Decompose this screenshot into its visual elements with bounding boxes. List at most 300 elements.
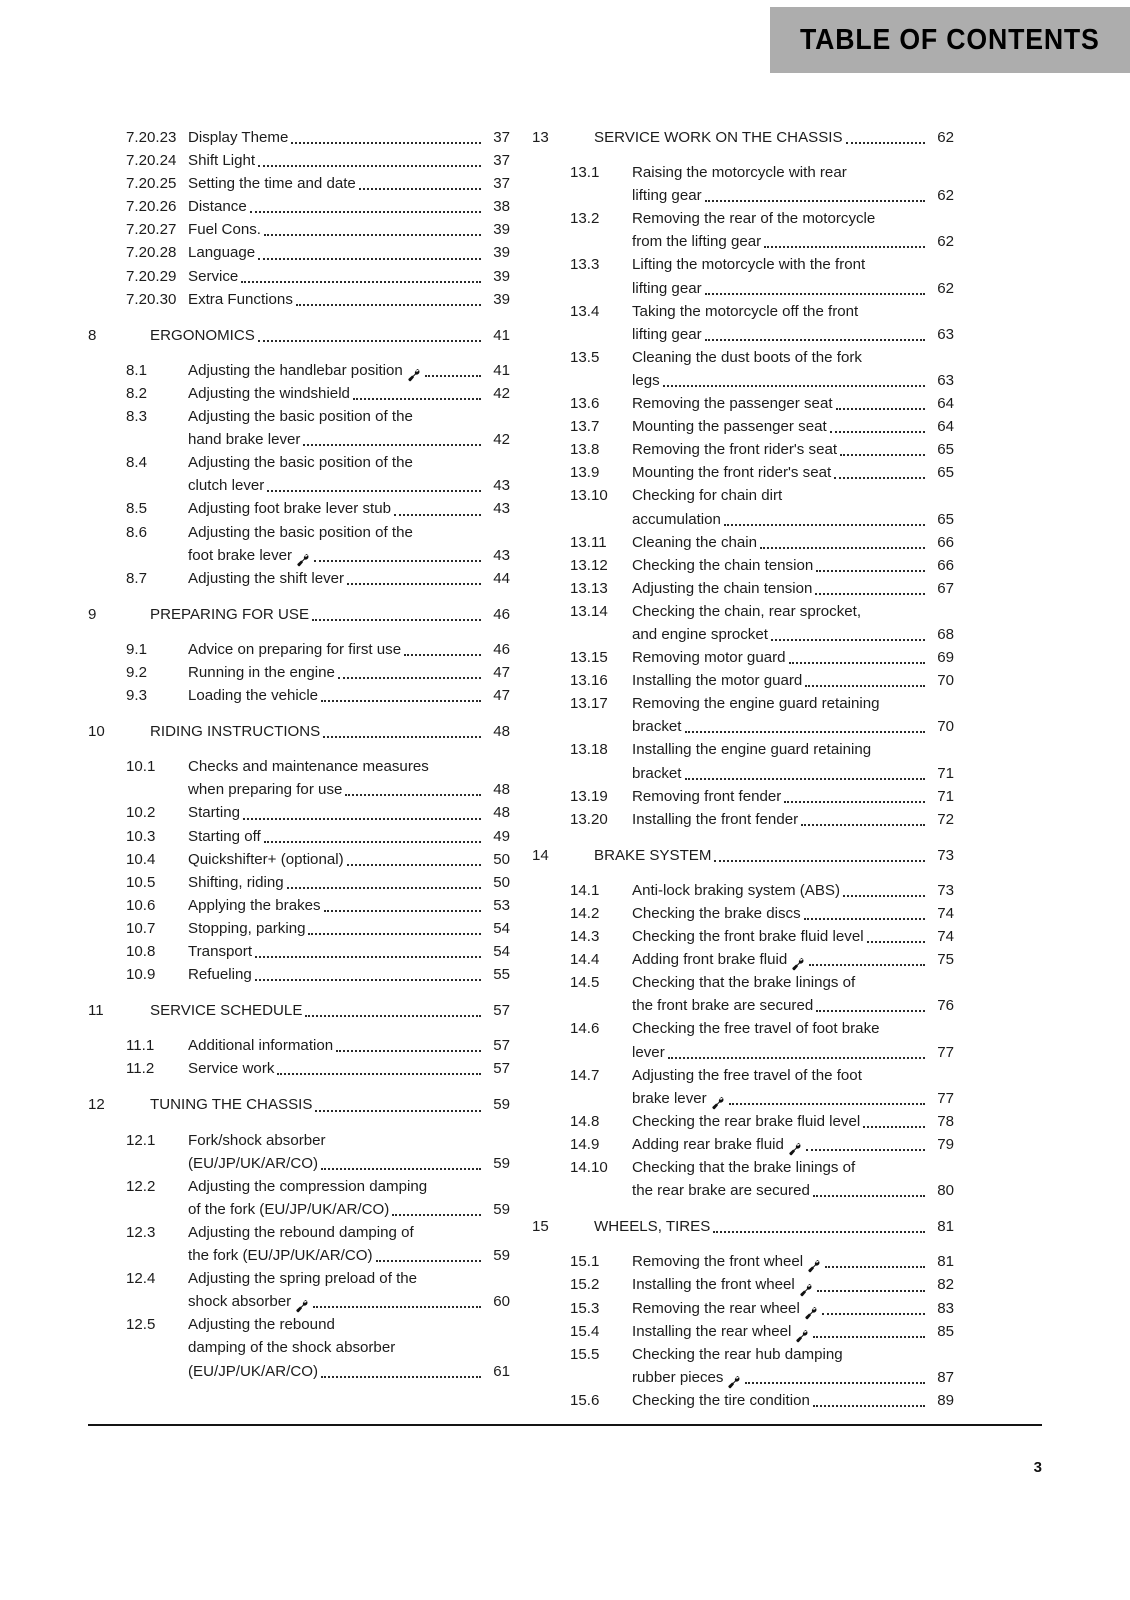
toc-entry-title-line [188, 382, 510, 405]
toc-entry-title-line [188, 1221, 510, 1244]
toc-entry-title-text: Removing the rear of the motorcycle [632, 210, 876, 228]
toc-entry-page-number: 76 [937, 997, 954, 1015]
toc-section-entry[interactable] [88, 684, 510, 707]
toc-entry-number: 13.1 [570, 164, 600, 182]
toc-leader-dots [258, 155, 481, 167]
toc-section-entry[interactable] [532, 925, 954, 948]
toc-section-entry[interactable] [532, 1110, 954, 1133]
toc-entry-page-number: 83 [937, 1299, 954, 1317]
toc-entry-title-text: Lifting the motorcycle with the front [632, 256, 866, 274]
toc-entry-page-number: 69 [937, 649, 954, 667]
toc-entry-number: 13.12 [570, 556, 608, 574]
toc-section-entry[interactable] [532, 1250, 954, 1273]
toc-entry-title-block [632, 1389, 954, 1412]
toc-entry-title-text: lifting gear [632, 325, 702, 343]
toc-section-entry[interactable] [532, 646, 954, 669]
toc-entry-page-number: 39 [493, 290, 510, 308]
toc-entry-page-number: 57 [493, 1002, 510, 1020]
wrench-icon [407, 369, 421, 382]
toc-entry-title-line [594, 126, 954, 149]
toc-section-entry[interactable] [88, 940, 510, 963]
toc-section-entry[interactable] [532, 1320, 954, 1343]
toc-chapter-entry[interactable] [88, 720, 510, 743]
toc-entry-title-text: hand brake lever [188, 431, 301, 449]
toc-entry-page-number: 68 [937, 625, 954, 643]
toc-entry-title-text: accumulation [632, 510, 721, 528]
toc-section-entry[interactable] [88, 848, 510, 871]
toc-section-entry[interactable] [88, 126, 510, 149]
toc-entry-title-text: Installing the rear wheel [632, 1322, 792, 1340]
toc-section-entry[interactable] [532, 1017, 954, 1063]
toc-chapter-entry[interactable] [88, 324, 510, 347]
toc-entry-title-text: SERVICE WORK ON THE CHASSIS [594, 129, 843, 146]
toc-section-entry[interactable] [532, 1133, 954, 1156]
toc-entry-title-text: Distance [188, 198, 247, 216]
toc-entry-title-line [188, 567, 510, 590]
toc-entry-number: 15.6 [570, 1391, 600, 1409]
toc-entry-title-text: Checking for chain dirt [632, 487, 783, 505]
toc-section-entry[interactable] [532, 971, 954, 1017]
toc-entry-number: 7.20.28 [126, 244, 177, 262]
toc-entry-title-block [188, 126, 510, 149]
toc-entry-title-line [188, 1360, 510, 1383]
toc-entry-title-text: Adjusting the spring preload of the [188, 1270, 418, 1288]
toc-entry-title-block [188, 871, 510, 894]
toc-section-entry[interactable] [88, 149, 510, 172]
toc-entry-title-line [632, 1156, 954, 1179]
toc-entry-number: 14 [532, 846, 549, 864]
toc-leader-dots [809, 954, 925, 966]
toc-entry-title-text: Checking the brake discs [632, 905, 801, 922]
toc-entry-page-number: 43 [493, 500, 510, 518]
toc-section-entry[interactable] [88, 288, 510, 311]
toc-entry-page-number: 43 [493, 546, 510, 564]
toc-entry-title-line [150, 603, 510, 626]
toc-entry-title-line [632, 692, 954, 715]
toc-leader-dots [863, 1116, 925, 1128]
toc-entry-title-block [188, 1129, 510, 1175]
toc-entry-title-line [632, 1250, 954, 1273]
toc-entry-title-block [188, 1057, 510, 1080]
toc-entry-title-line [188, 661, 510, 684]
toc-entry-title-block [632, 161, 954, 207]
table-of-contents-header-band [770, 7, 1130, 73]
toc-section-entry[interactable] [532, 415, 954, 438]
toc-section-entry[interactable] [88, 661, 510, 684]
toc-entry-number: 10.2 [126, 804, 156, 822]
toc-entry-title-text: damping of the shock absorber [188, 1339, 396, 1357]
toc-entry-title-text: Adjusting the handlebar position [188, 361, 403, 379]
toc-entry-title-block [594, 1215, 954, 1238]
toc-entry-number: 15.1 [570, 1253, 600, 1271]
toc-leader-dots [287, 877, 481, 889]
toc-entry-title-text: Adjusting the windshield [188, 384, 350, 402]
toc-entry-title-text: BRAKE SYSTEM [594, 846, 712, 864]
toc-section-entry[interactable] [532, 531, 954, 554]
toc-entry-title-block [188, 894, 510, 917]
toc-entry-title-line [188, 1034, 510, 1057]
toc-section-entry[interactable] [88, 1267, 510, 1313]
toc-entry-title-text: Checking the rear hub damping [632, 1345, 843, 1363]
toc-entry-title-text: Fuel Cons. [188, 221, 261, 239]
toc-section-entry[interactable] [532, 1343, 954, 1389]
toc-leader-dots [834, 467, 925, 479]
toc-entry-title-line [188, 825, 510, 848]
toc-section-entry[interactable] [88, 1313, 510, 1382]
toc-entry-page-number: 62 [937, 233, 954, 251]
page-number: 3 [1033, 1459, 1042, 1476]
toc-section-entry[interactable] [88, 917, 510, 940]
toc-entry-number: 9.1 [126, 640, 147, 658]
toc-section-entry[interactable] [532, 207, 954, 253]
toc-entry-page-number: 81 [937, 1218, 954, 1236]
toc-entry-title-text: Checks and maintenance measures [188, 758, 429, 776]
toc-section-entry[interactable] [88, 451, 510, 497]
toc-entry-number: 14.10 [570, 1159, 608, 1177]
toc-entry-title-line [188, 638, 510, 661]
toc-leader-dots [806, 1139, 925, 1151]
toc-entry-title-line [188, 917, 510, 940]
toc-leader-dots [296, 294, 481, 306]
toc-entry-title-line [188, 497, 510, 520]
toc-entry-number: 8.5 [126, 500, 147, 518]
toc-entry-title-block [188, 801, 510, 824]
toc-leader-dots [264, 224, 481, 236]
toc-entry-title-line [632, 1389, 954, 1412]
toc-section-entry[interactable] [88, 405, 510, 451]
toc-entry-title-block [632, 785, 954, 808]
toc-entry-title-line [594, 844, 954, 867]
toc-entry-title-text: Adjusting the basic position of the [188, 408, 413, 426]
toc-entry-title-block [188, 241, 510, 264]
toc-entry-title-text: Raising the motorcycle with rear [632, 164, 847, 182]
toc-entry-title-text: Adjusting the chain tension [632, 579, 813, 597]
toc-entry-title-block [632, 971, 954, 1017]
toc-entry-title-line [150, 720, 510, 743]
wrench-icon [791, 958, 805, 971]
toc-entry-title-line [150, 1093, 510, 1116]
toc-section-entry[interactable] [532, 484, 954, 530]
toc-entry-number: 7.20.25 [126, 175, 177, 193]
toc-entry-title-text: Adding front brake fluid [632, 951, 788, 969]
toc-entry-title-block [632, 300, 954, 346]
toc-entry-title-line [188, 940, 510, 963]
toc-entry-title-block [188, 1313, 510, 1382]
toc-entry-number: 12.1 [126, 1131, 156, 1149]
toc-section-entry[interactable] [532, 879, 954, 902]
toc-entry-page-number: 70 [937, 672, 954, 690]
table-of-contents-body [88, 126, 954, 1412]
toc-entry-title-text: Installing the engine guard retaining [632, 741, 872, 759]
toc-entry-page-number: 41 [493, 326, 510, 344]
toc-entry-number: 9.2 [126, 663, 147, 681]
toc-entry-title-block [632, 1320, 954, 1343]
toc-section-entry[interactable] [532, 161, 954, 207]
toc-entry-number: 10 [88, 723, 105, 741]
toc-entry-number: 10.5 [126, 873, 156, 891]
toc-section-entry[interactable] [532, 438, 954, 461]
toc-leader-dots [347, 854, 481, 866]
toc-entry-number: 10.1 [126, 758, 156, 776]
toc-section-entry[interactable] [532, 554, 954, 577]
toc-entry-title-line [632, 879, 954, 902]
toc-entry-title-line [188, 871, 510, 894]
toc-chapter-entry[interactable] [532, 1215, 954, 1238]
toc-entry-title-line [594, 1215, 954, 1238]
toc-entry-number: 13.17 [570, 695, 608, 713]
toc-entry-title-block [150, 720, 510, 743]
toc-entry-title-block [632, 738, 954, 784]
toc-entry-page-number: 64 [937, 418, 954, 436]
toc-entry-title-text: Starting off [188, 827, 261, 845]
toc-leader-dots [843, 885, 925, 897]
toc-entry-title-line [150, 999, 510, 1022]
toc-section-entry[interactable] [532, 461, 954, 484]
page-title: TABLE OF CONTENTS [800, 23, 1100, 56]
toc-entry-title-line [188, 149, 510, 172]
toc-section-entry[interactable] [532, 669, 954, 692]
toc-entry-title-text: Adjusting foot brake lever stub [188, 500, 392, 518]
toc-leader-dots [321, 1158, 481, 1170]
toc-leader-dots [241, 271, 481, 283]
toc-entry-title-line [188, 428, 510, 451]
toc-chapter-entry[interactable] [532, 126, 954, 149]
toc-entry-page-number: 46 [493, 640, 510, 658]
toc-entry-title-text: Checking the front brake fluid level [632, 928, 864, 946]
toc-entry-page-number: 89 [937, 1391, 954, 1409]
toc-chapter-entry[interactable] [532, 844, 954, 867]
toc-section-entry[interactable] [532, 692, 954, 738]
toc-leader-dots [685, 768, 926, 780]
toc-entry-title-block [188, 848, 510, 871]
toc-leader-dots [867, 931, 925, 943]
toc-section-entry[interactable] [88, 825, 510, 848]
toc-section-entry[interactable] [88, 871, 510, 894]
toc-leader-dots [840, 444, 925, 456]
toc-section-entry[interactable] [532, 392, 954, 415]
toc-entry-number: 7.20.27 [126, 221, 177, 239]
toc-leader-dots [705, 283, 925, 295]
toc-entry-title-block [632, 600, 954, 646]
toc-entry-title-line [188, 521, 510, 544]
toc-leader-dots [825, 1256, 925, 1268]
toc-section-entry[interactable] [532, 808, 954, 831]
toc-section-entry[interactable] [532, 346, 954, 392]
toc-entry-page-number: 55 [493, 966, 510, 984]
toc-entry-page-number: 50 [493, 850, 510, 868]
toc-section-entry[interactable] [532, 1156, 954, 1202]
toc-section-entry[interactable] [532, 253, 954, 299]
toc-entry-title-block [632, 415, 954, 438]
toc-entry-title-line [632, 484, 954, 507]
toc-leader-dots [813, 1326, 925, 1338]
toc-leader-dots [264, 831, 481, 843]
toc-entry-title-block [188, 825, 510, 848]
wrench-icon [799, 1284, 813, 1297]
toc-entry-title-line [188, 126, 510, 149]
toc-entry-number: 13.5 [570, 348, 600, 366]
toc-section-entry[interactable] [88, 359, 510, 382]
toc-entry-title-block [632, 1250, 954, 1273]
toc-entry-title-line [188, 848, 510, 871]
toc-entry-title-text: Anti-lock braking system (ABS) [632, 881, 841, 899]
toc-entry-title-text: Removing the engine guard retaining [632, 695, 880, 713]
toc-section-entry[interactable] [88, 755, 510, 801]
toc-entry-number: 11 [88, 1002, 104, 1020]
toc-section-entry[interactable] [88, 801, 510, 824]
toc-entry-title-line [188, 801, 510, 824]
wrench-icon [795, 1330, 809, 1343]
toc-entry-number: 7.20.23 [126, 129, 177, 146]
toc-entry-title-line [188, 684, 510, 707]
toc-entry-title-line [632, 1179, 954, 1202]
toc-entry-title-block [632, 346, 954, 392]
toc-entry-number: 14.3 [570, 928, 600, 946]
toc-section-entry[interactable] [532, 1273, 954, 1296]
toc-entry-number: 11.2 [126, 1060, 155, 1078]
toc-leader-dots [258, 330, 481, 342]
toc-entry-title-text: Checking that the brake linings of [632, 1159, 856, 1177]
toc-leader-dots [815, 583, 925, 595]
toc-entry-page-number: 78 [937, 1112, 954, 1130]
toc-entry-page-number: 80 [937, 1182, 954, 1200]
toc-entry-number: 15 [532, 1218, 549, 1236]
toc-entry-page-number: 60 [493, 1293, 510, 1311]
toc-section-entry[interactable] [532, 902, 954, 925]
toc-entry-title-line [188, 1267, 510, 1290]
toc-entry-title-text: bracket [632, 718, 682, 736]
toc-section-entry[interactable] [532, 577, 954, 600]
toc-entry-number: 12 [88, 1096, 105, 1114]
toc-entry-title-line [188, 963, 510, 986]
toc-section-entry[interactable] [88, 1057, 510, 1080]
toc-section-entry[interactable] [88, 1034, 510, 1057]
toc-section-entry[interactable] [88, 638, 510, 661]
toc-entry-title-line [632, 1064, 954, 1087]
toc-section-entry[interactable] [532, 1297, 954, 1320]
toc-section-entry[interactable] [88, 963, 510, 986]
toc-entry-title-line [632, 438, 954, 461]
toc-entry-title-block [150, 999, 510, 1022]
toc-section-entry[interactable] [88, 894, 510, 917]
toc-entry-title-text: of the fork (EU/JP/UK/AR/CO) [188, 1200, 390, 1218]
toc-section-entry[interactable] [532, 300, 954, 346]
toc-chapter-entry[interactable] [88, 603, 510, 626]
toc-entry-page-number: 42 [493, 431, 510, 449]
toc-entry-number: 13.4 [570, 302, 600, 320]
toc-section-entry[interactable] [532, 785, 954, 808]
toc-entry-number: 14.9 [570, 1135, 600, 1153]
toc-chapter-entry[interactable] [88, 1093, 510, 1116]
toc-leader-dots [277, 1063, 481, 1075]
toc-entry-page-number: 67 [937, 579, 954, 597]
toc-entry-title-line [188, 474, 510, 497]
toc-entry-number: 13.20 [570, 810, 608, 828]
toc-section-entry[interactable] [88, 1129, 510, 1175]
toc-entry-title-line [188, 894, 510, 917]
toc-section-entry[interactable] [88, 497, 510, 520]
toc-entry-number: 12.5 [126, 1316, 156, 1334]
toc-leader-dots [250, 201, 481, 213]
toc-entry-title-line [632, 415, 954, 438]
toc-entry-page-number: 38 [493, 198, 510, 216]
toc-entry-title-text: Language [188, 244, 256, 262]
toc-leader-dots [713, 1221, 925, 1233]
toc-entry-number: 12.2 [126, 1177, 156, 1195]
toc-entry-title-block [188, 195, 510, 218]
toc-section-entry[interactable] [532, 1389, 954, 1412]
toc-entry-title-line [632, 715, 954, 738]
toc-entry-number: 7.20.29 [126, 267, 177, 285]
toc-entry-page-number: 48 [493, 804, 510, 822]
toc-section-entry[interactable] [88, 218, 510, 241]
toc-section-entry[interactable] [88, 1175, 510, 1221]
toc-entry-number: 14.1 [570, 881, 600, 899]
toc-leader-dots [267, 480, 481, 492]
toc-entry-title-text: shock absorber [188, 1293, 292, 1311]
wrench-icon [788, 1143, 802, 1156]
toc-entry-title-text: Installing the front wheel [632, 1276, 795, 1294]
toc-section-entry[interactable] [88, 567, 510, 590]
toc-entry-title-block [632, 392, 954, 415]
toc-entry-number: 14.2 [570, 905, 600, 922]
toc-entry-title-line [188, 405, 510, 428]
toc-entry-number: 7.20.30 [126, 290, 177, 308]
toc-section-entry[interactable] [88, 382, 510, 405]
toc-section-entry[interactable] [532, 948, 954, 971]
toc-entry-number: 9 [88, 605, 97, 623]
toc-leader-dots [404, 644, 481, 656]
toc-section-entry[interactable] [532, 600, 954, 646]
toc-entry-title-block [150, 603, 510, 626]
toc-entry-title-line [188, 241, 510, 264]
toc-section-entry[interactable] [88, 521, 510, 567]
toc-section-entry[interactable] [88, 195, 510, 218]
toc-entry-title-line [632, 1017, 954, 1040]
toc-entry-title-line [632, 971, 954, 994]
toc-section-entry[interactable] [88, 265, 510, 288]
toc-entry-title-text: Removing the passenger seat [632, 395, 833, 413]
toc-entry-title-block [632, 1273, 954, 1296]
toc-entry-number: 13.6 [570, 395, 600, 413]
toc-entry-title-block [188, 497, 510, 520]
toc-entry-page-number: 59 [493, 1200, 510, 1218]
toc-entry-title-line [188, 1336, 510, 1359]
toc-chapter-entry[interactable] [88, 999, 510, 1022]
toc-section-entry[interactable] [88, 172, 510, 195]
toc-leader-dots [291, 132, 481, 144]
toc-entry-title-line [632, 161, 954, 184]
toc-entry-title-text: from the lifting gear [632, 233, 762, 251]
toc-entry-title-block [594, 844, 954, 867]
toc-entry-page-number: 37 [493, 152, 510, 170]
toc-entry-title-text: foot brake lever [188, 546, 293, 564]
toc-section-entry[interactable] [532, 1064, 954, 1110]
toc-section-entry[interactable] [88, 1221, 510, 1267]
toc-entry-title-line [188, 755, 510, 778]
toc-leader-dots [313, 1296, 481, 1308]
toc-entry-title-block [188, 149, 510, 172]
toc-entry-title-text: Adding rear brake fluid [632, 1135, 784, 1153]
toc-entry-title-text: Transport [188, 943, 253, 960]
toc-entry-number: 13.14 [570, 602, 608, 620]
toc-entry-page-number: 65 [937, 510, 954, 528]
toc-section-entry[interactable] [88, 241, 510, 264]
toc-entry-page-number: 75 [937, 951, 954, 969]
toc-leader-dots [425, 365, 481, 377]
toc-section-entry[interactable] [532, 738, 954, 784]
toc-entry-title-text: Adjusting the compression damping [188, 1177, 428, 1195]
